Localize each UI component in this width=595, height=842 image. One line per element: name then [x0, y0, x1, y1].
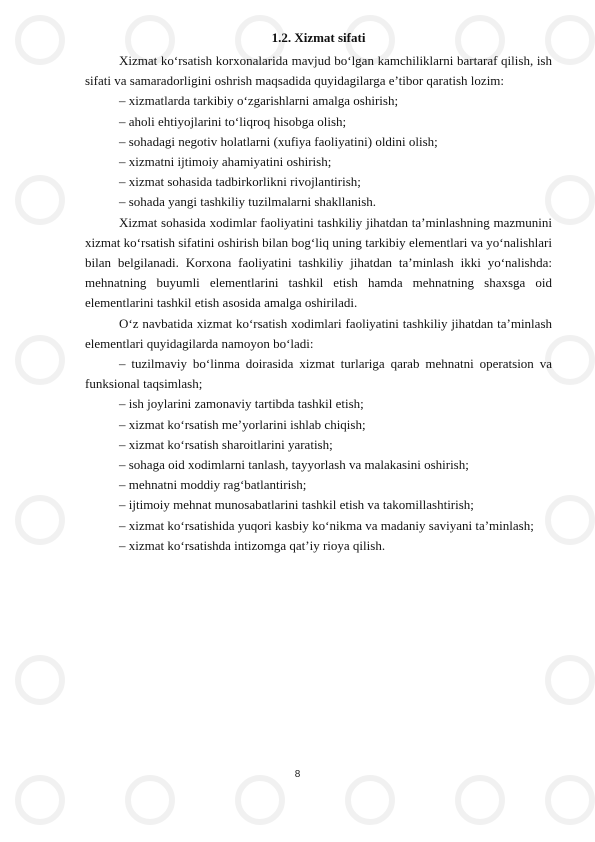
list-item: – xizmat sohasida tadbirkorlikni rivojlantirish;: [119, 174, 361, 190]
list-item: – sohadagi negotiv holatlarni (xufiya faoliyatini) oldini olish;: [119, 133, 438, 149]
list-item: – mehnatni moddiy rag‘batlantirish;: [119, 477, 307, 493]
list-item: – xizmat ko‘rsatish sharoitlarini yaratish;: [119, 436, 333, 452]
list-item: – xizmat ko‘rsatishida yuqori kasbiy ko‘nikma va madaniy saviyani ta’minlash;: [119, 517, 534, 533]
list-item: – xizmatni ijtimoiy ahamiyatini oshirish;: [119, 154, 332, 170]
body-paragraph: O‘z navbatida xizmat ko‘rsatish xodimlari faoliyatini tashkiliy jihatdan ta’minlash elementlari quyidagilarda namoyon bo‘ladi:: [85, 315, 552, 351]
document-body: [85, 29, 552, 556]
intro-paragraph: Xizmat ko‘rsatish korxonalarida mavjud bo‘lgan kamchiliklarni bartaraf qilish, ish sifati va samaradorligini oshrish maqsadida quyidagilarga e’tibor qaratish lozim:: [85, 53, 552, 89]
elements-list: [85, 354, 552, 556]
list-item: – aholi ehtiyojlarini to‘liqroq hisobga olish;: [119, 113, 347, 129]
list-item: – tuzilmaviy bo‘linma doirasida xizmat turlariga qarab mehnatni operatsion va funksional taqsimlash;: [85, 356, 552, 392]
page-number: 8: [294, 769, 301, 780]
list-item: – xizmatlarda tarkibiy o‘zgarishlarni amalga oshirish;: [119, 93, 399, 109]
list-item: – sohada yangi tashkiliy tuzilmalarni shakllanish.: [119, 194, 377, 210]
measures-list: [85, 91, 552, 212]
list-item: – ijtimoiy mehnat munosabatlarini tashkil etish va takomillashtirish;: [119, 497, 474, 513]
list-item: – sohaga oid xodimlarni tanlash, tayyorlash va malakasini oshirish;: [119, 457, 469, 473]
body-paragraph: Xizmat sohasida xodimlar faoliyatini tashkiliy jihatdan ta’minlashning mazmunini xizmat ko‘rsatish sifatini oshirish bilan bog‘liq uning tarkibiy elementlari va yo‘nalishlari bilan belgilanadi. Korxona faoliyatini tashkiliy jihatdan ta’minlash ikki yo‘nalishda: mehnatning buyumli elementlarini tashkil etish hamda mehnatning shaxsga oid elementlarini tashkil etish asosida amalga oshiriladi.: [85, 214, 552, 311]
list-item: – xizmat ko‘rsatish me’yorlarini ishlab chiqish;: [119, 416, 366, 432]
list-item: – ish joylarini zamonaviy tartibda tashkil etish;: [119, 396, 364, 412]
list-item: – xizmat ko‘rsatishda intizomga qat’iy rioya qilish.: [119, 537, 386, 553]
section-title: 1.2. Xizmat sifati: [271, 30, 366, 45]
